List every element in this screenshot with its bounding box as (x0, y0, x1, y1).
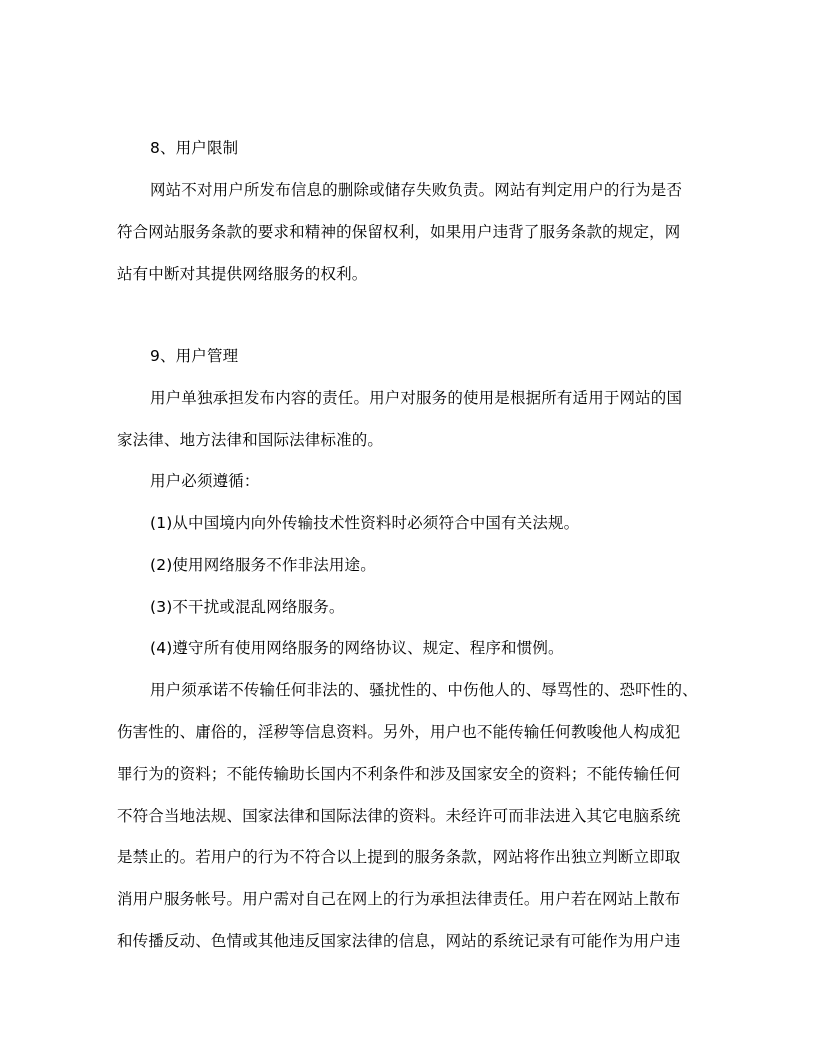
paragraph-line: 用户单独承担发布内容的责任。用户对服务的使用是根据所有适用于网站的国 (150, 389, 683, 407)
paragraph-line: 和传播反动、色情或其他违反国家法律的信息，网站的系统记录有可能作为用户违 (117, 932, 681, 950)
paragraph-line: 伤害性的、庸俗的，淫秽等信息资料。另外，用户也不能传输任何教唆他人构成犯 (117, 723, 681, 741)
paragraph-line: 家法律、地方法律和国际法律标准的。 (117, 431, 384, 449)
paragraph-line: 是禁止的。若用户的行为不符合以上提到的服务条款，网站将作出独立判断立即取 (117, 848, 681, 866)
paragraph-line: 符合网站服务条款的要求和精神的保留权利，如果用户违背了服务条款的规定，网 (117, 223, 681, 241)
paragraph-line: 消用户服务帐号。用户需对自己在网上的行为承担法律责任。用户若在网站上散布 (117, 890, 681, 908)
section-heading-user-restrictions: 8、用户限制 (150, 139, 239, 157)
list-item: (1)从中国境内向外传输技术性资料时必须符合中国有关法规。 (150, 514, 580, 532)
paragraph-line: 用户须承诺不传输任何非法的、骚扰性的、中伤他人的、辱骂性的、恐吓性的、 (150, 681, 698, 699)
list-item: (2)使用网络服务不作非法用途。 (150, 556, 376, 574)
must-follow-label: 用户必须遵循： (150, 472, 260, 490)
section-heading-user-management: 9、用户管理 (150, 347, 239, 365)
paragraph-line: 罪行为的资料；不能传输助长国内不利条件和涉及国家安全的资料；不能传输任何 (117, 765, 681, 783)
paragraph-line: 不符合当地法规、国家法律和国际法律的资料。未经许可而非法进入其它电脑系统 (117, 807, 681, 825)
paragraph-line: 站有中断对其提供网络服务的权利。 (117, 265, 368, 283)
list-item: (3)不干扰或混乱网络服务。 (150, 598, 345, 616)
list-item: (4)遵守所有使用网络服务的网络协议、规定、程序和惯例。 (150, 639, 564, 657)
paragraph-line: 网站不对用户所发布信息的删除或储存失败负责。网站有判定用户的行为是否 (150, 181, 683, 199)
